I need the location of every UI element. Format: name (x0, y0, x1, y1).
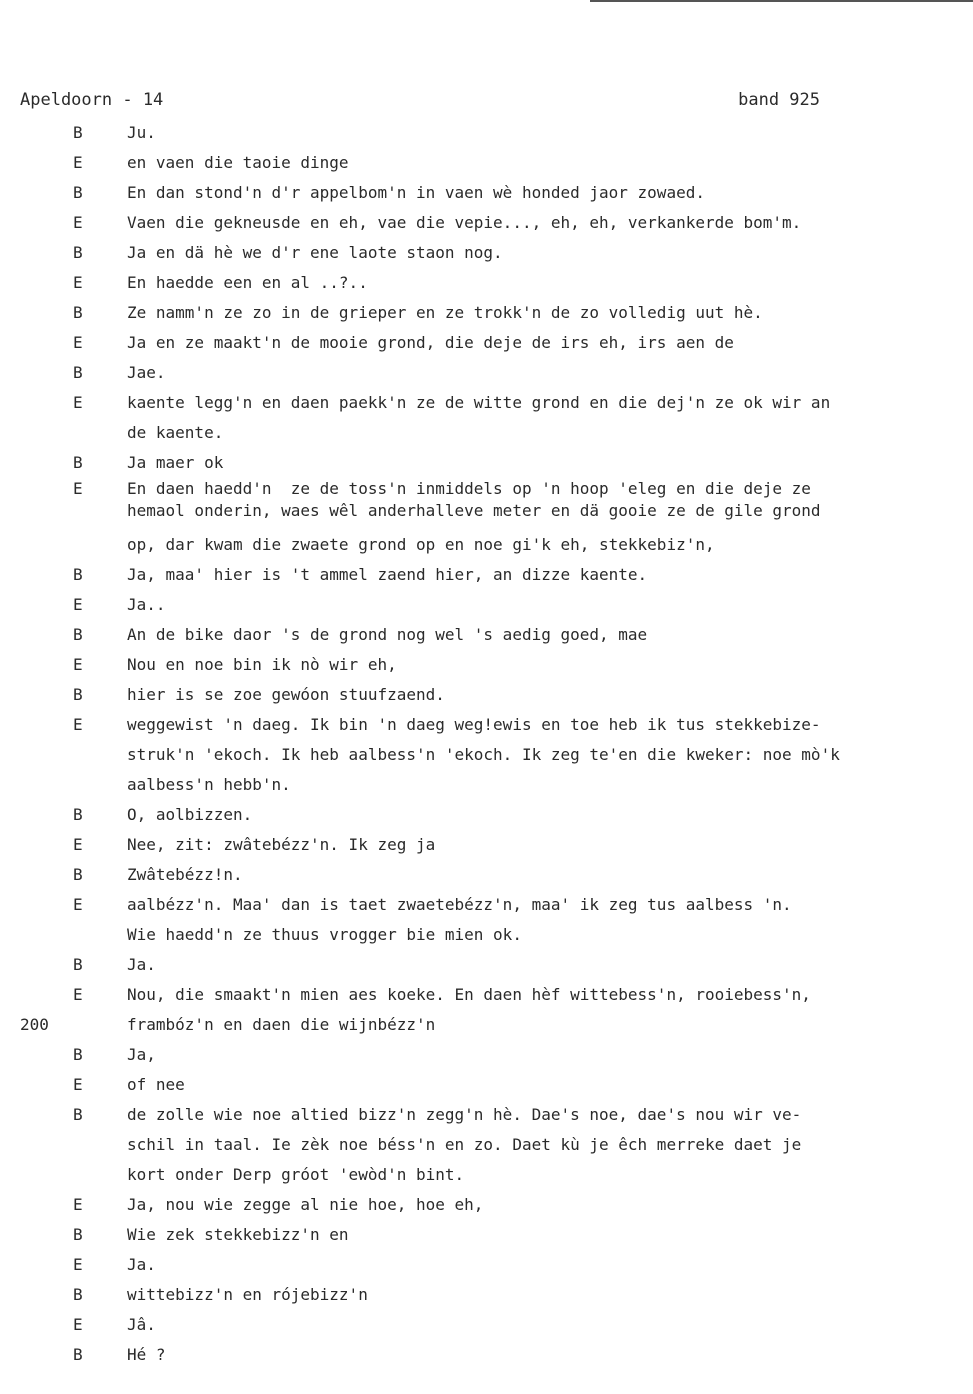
utterance-text: frambóz'n en daen die wijnbézz'n (127, 1015, 436, 1034)
transcript-line (0, 680, 973, 710)
transcript-line (0, 710, 973, 740)
utterance-text: Nou, die smaakt'n mien aes koeke. En daen hèf wittebess'n, rooiebess'n, (127, 985, 811, 1004)
transcript-line (0, 418, 973, 448)
transcript-line (0, 1220, 973, 1250)
transcript-line (0, 358, 973, 388)
transcript-line (0, 1010, 973, 1040)
utterance-text: kort onder Derp gróot 'ewòd'n bint. (127, 1165, 465, 1184)
utterance-text: Jâ. (127, 1315, 156, 1334)
transcript-line (0, 118, 973, 148)
transcript-line (0, 178, 973, 208)
speaker-label: B (73, 625, 83, 644)
transcript-line (0, 208, 973, 238)
utterance-text: aalbézz'n. Maa' dan is taet zwaetebézz'n, maa' ik zeg tus aalbess 'n. (127, 895, 792, 914)
speaker-label: E (73, 153, 83, 172)
transcript-line (0, 1310, 973, 1340)
transcript-line (0, 620, 973, 650)
utterance-text: struk'n 'ekoch. Ik heb aalbess'n 'ekoch. Ik zeg te'en die kweker: noe mò'k (127, 745, 840, 764)
utterance-text: Hé ? (127, 1345, 166, 1364)
transcript-line (0, 388, 973, 418)
utterance-text: Ja maer ok (127, 453, 224, 472)
transcript-line (0, 860, 973, 890)
transcript-body (0, 118, 973, 1370)
speaker-label: B (73, 1285, 83, 1304)
utterance-text: Ja. (127, 1255, 156, 1274)
speaker-label: B (73, 123, 83, 142)
utterance-text: kaente legg'n en daen paekk'n ze de witte grond en die dej'n ze ok wir an (127, 393, 831, 412)
utterance-text: Wie zek stekkebizz'n en (127, 1225, 349, 1244)
speaker-label: E (73, 333, 83, 352)
speaker-label: E (73, 1315, 83, 1334)
utterance-text: Ja en ze maakt'n de mooie grond, die deje de irs eh, irs aen de (127, 333, 734, 352)
utterance-text: En daen haedd'n ze de toss'n inmiddels op 'n hoop 'eleg en die deje ze (127, 479, 811, 498)
transcript-line (0, 448, 973, 478)
transcript-line (0, 500, 973, 522)
speaker-label: B (73, 1225, 83, 1244)
transcript-line (0, 740, 973, 770)
transcript-line (0, 1340, 973, 1370)
speaker-label: E (73, 655, 83, 674)
utterance-text: Ju. (127, 123, 156, 142)
utterance-text: aalbess'n hebb'n. (127, 775, 291, 794)
transcript-line (0, 800, 973, 830)
speaker-label: E (73, 595, 83, 614)
speaker-label: B (73, 565, 83, 584)
line-number-marker: 200 (20, 1015, 49, 1034)
transcript-line (0, 980, 973, 1010)
utterance-text: Ja, maa' hier is 't ammel zaend hier, an dizze kaente. (127, 565, 648, 584)
utterance-text: Vaen die gekneusde en eh, vae die vepie..., eh, eh, verkankerde bom'm. (127, 213, 802, 232)
transcript-line (0, 1070, 973, 1100)
speaker-label: B (73, 955, 83, 974)
speaker-label: B (73, 183, 83, 202)
transcript-line (0, 148, 973, 178)
utterance-text: An de bike daor 's de grond nog wel 's aedig goed, mae (127, 625, 648, 644)
transcript-line (0, 298, 973, 328)
utterance-text: schil in taal. Ie zèk noe béss'n en zo. Daet kù je êch merreke daet je (127, 1135, 802, 1154)
transcript-line (0, 770, 973, 800)
utterance-text: Ja. (127, 955, 156, 974)
transcript-line (0, 1190, 973, 1220)
utterance-text: Nou en noe bin ik nò wir eh, (127, 655, 397, 674)
speaker-label: B (73, 453, 83, 472)
speaker-label: E (73, 1075, 83, 1094)
speaker-label: E (73, 835, 83, 854)
transcript-line (0, 1280, 973, 1310)
utterance-text: Jae. (127, 363, 166, 382)
speaker-label: B (73, 303, 83, 322)
transcript-line (0, 1040, 973, 1070)
transcript-line (0, 238, 973, 268)
utterance-text: weggewist 'n daeg. Ik bin 'n daeg weg!ewis en toe heb ik tus stekkebize- (127, 715, 821, 734)
speaker-label: B (73, 243, 83, 262)
utterance-text: Ja en dä hè we d'r ene laote staon nog. (127, 243, 503, 262)
utterance-text: of nee (127, 1075, 185, 1094)
speaker-label: E (73, 273, 83, 292)
speaker-label: B (73, 363, 83, 382)
utterance-text: En haedde een en al ..?.. (127, 273, 368, 292)
transcript-line (0, 1100, 973, 1130)
transcript-line (0, 1130, 973, 1160)
transcript-line (0, 1250, 973, 1280)
utterance-text: Ze namm'n ze zo in de grieper en ze trokk'n de zo volledig uut hè. (127, 303, 763, 322)
top-rule (590, 0, 973, 2)
transcript-line (0, 590, 973, 620)
page-header (20, 90, 820, 114)
speaker-label: B (73, 1105, 83, 1124)
utterance-text: hier is se zoe gewóon stuufzaend. (127, 685, 445, 704)
utterance-text: En dan stond'n d'r appelbom'n in vaen wè honded jaor zowaed. (127, 183, 705, 202)
transcript-line (0, 890, 973, 920)
utterance-text: en vaen die taoie dinge (127, 153, 349, 172)
utterance-text: Zwâtebézz!n. (127, 865, 243, 884)
speaker-label: B (73, 685, 83, 704)
utterance-text: Ja, (127, 1045, 156, 1064)
utterance-text: hemaol onderin, waes wêl anderhalleve meter en dä gooie ze de gile grond (127, 501, 821, 520)
speaker-label: E (73, 895, 83, 914)
speaker-label: E (73, 715, 83, 734)
utterance-text: op, dar kwam die zwaete grond op en noe gi'k eh, stekkebiz'n, (127, 535, 715, 554)
speaker-label: B (73, 865, 83, 884)
transcript-line (0, 920, 973, 950)
page-title: Apeldoorn - 14 (20, 90, 164, 110)
transcript-line (0, 1160, 973, 1190)
transcript-line (0, 650, 973, 680)
transcript-line (0, 530, 973, 560)
speaker-label: B (73, 805, 83, 824)
speaker-label: E (73, 1255, 83, 1274)
transcript-line (0, 328, 973, 358)
speaker-label: E (73, 985, 83, 1004)
speaker-label: E (73, 213, 83, 232)
band-number: band 925 (738, 90, 820, 110)
utterance-text: Nee, zit: zwâtebézz'n. Ik zeg ja (127, 835, 436, 854)
utterance-text: de zolle wie noe altied bizz'n zegg'n hè. Dae's noe, dae's nou wir ve- (127, 1105, 802, 1124)
speaker-label: E (73, 479, 83, 498)
utterance-text: O, aolbizzen. (127, 805, 253, 824)
speaker-label: E (73, 1195, 83, 1214)
transcript-line (0, 830, 973, 860)
transcript-line (0, 268, 973, 298)
utterance-text: Ja, nou wie zegge al nie hoe, hoe eh, (127, 1195, 484, 1214)
utterance-text: Wie haedd'n ze thuus vrogger bie mien ok. (127, 925, 522, 944)
utterance-text: Ja.. (127, 595, 166, 614)
utterance-text: wittebizz'n en rójebizz'n (127, 1285, 368, 1304)
speaker-label: B (73, 1045, 83, 1064)
transcript-line (0, 950, 973, 980)
speaker-label: E (73, 393, 83, 412)
speaker-label: B (73, 1345, 83, 1364)
utterance-text: de kaente. (127, 423, 224, 442)
transcript-line (0, 478, 973, 500)
transcript-line (0, 560, 973, 590)
